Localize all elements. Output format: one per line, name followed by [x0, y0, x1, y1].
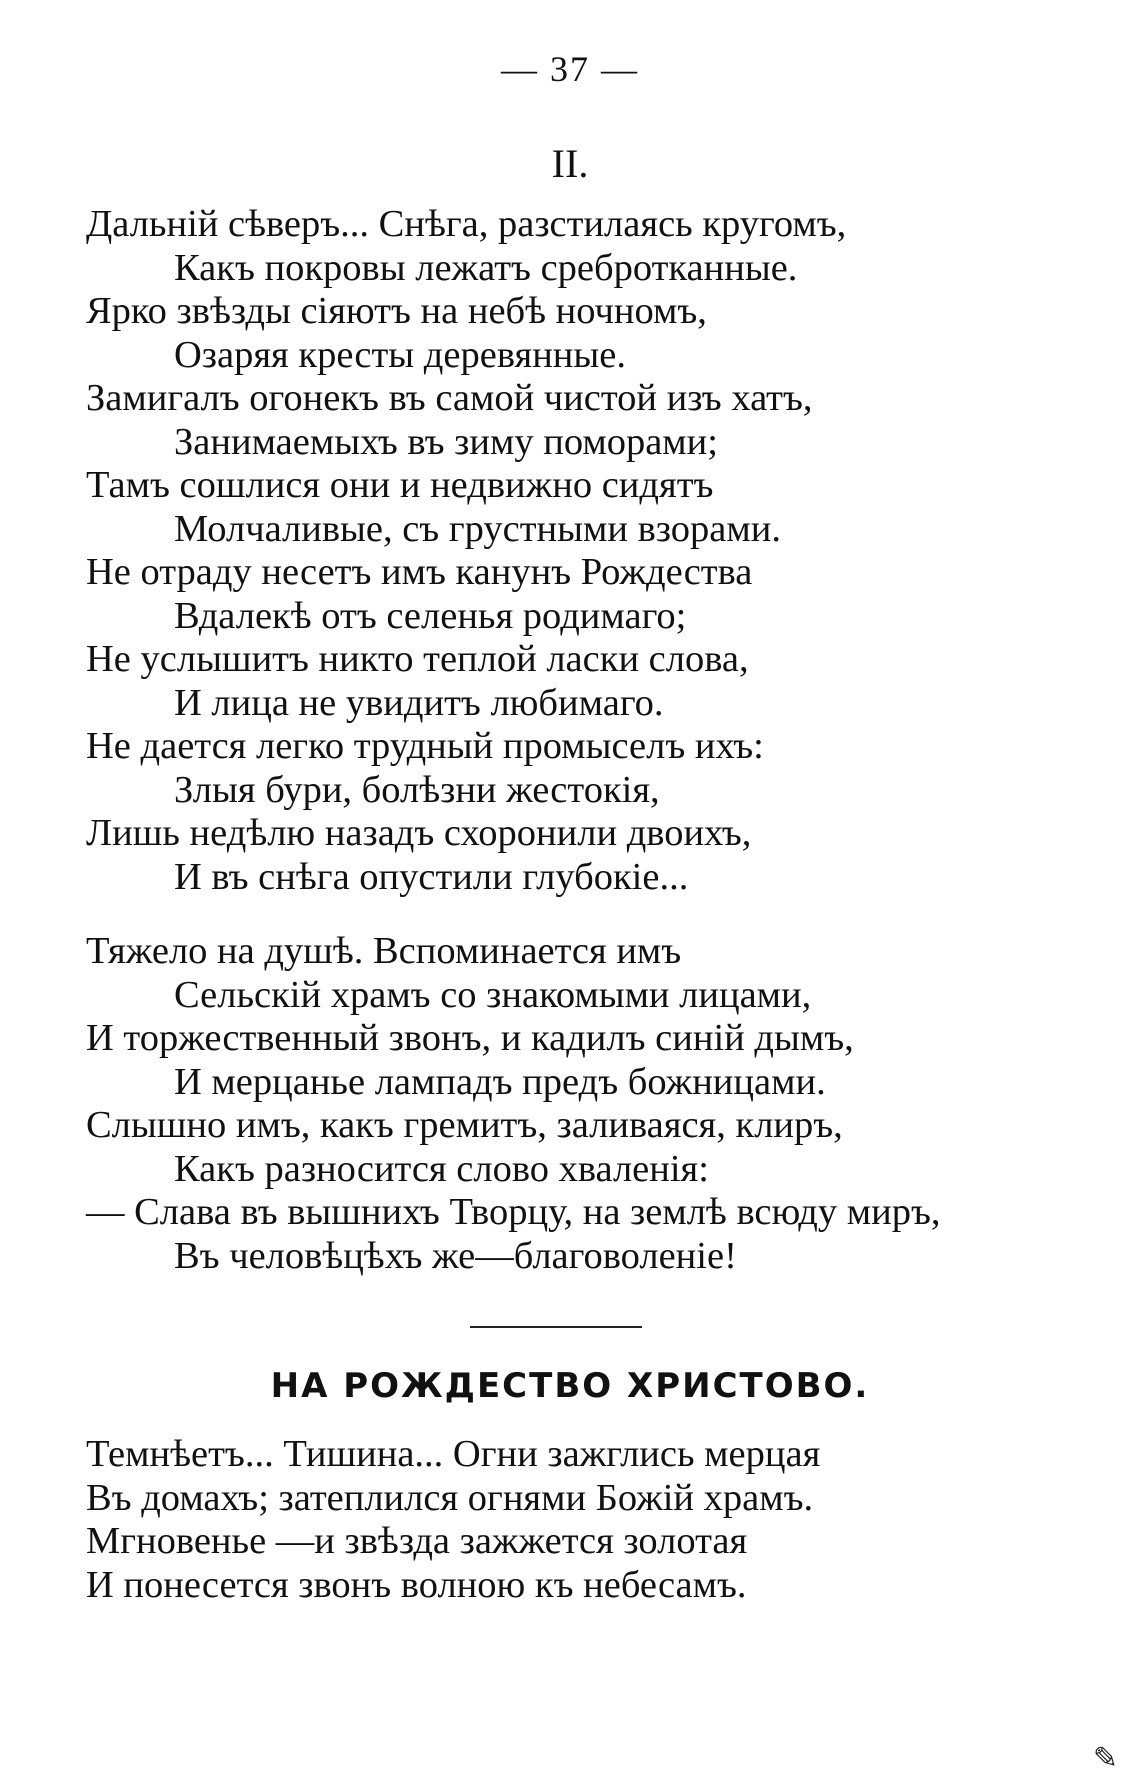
- poem-line: Темнѣетъ... Тишина... Огни зажглись мерцая: [86, 1433, 821, 1475]
- poem-line: Мгновенье —и звѣзда зажжется золотая: [86, 1520, 748, 1562]
- poem-line: Какъ покровы лежатъ сребротканные.: [174, 246, 798, 289]
- poem-line: И въ снѣга опустили глубокіе...: [174, 855, 689, 898]
- poem-line: Дальній сѣверъ... Снѣга, разстилаясь кругомъ,: [86, 203, 847, 245]
- poem-line: И понесется звонъ волною къ небесамъ.: [86, 1563, 747, 1606]
- poem-line: Не дается легко трудный промыселъ ихъ:: [86, 725, 764, 767]
- poem-line: Тамъ сошлися они и недвижно сидятъ: [86, 464, 714, 506]
- poem-line: Молчаливые, съ грустными взорами.: [174, 507, 781, 550]
- pencil-mark-icon: ✎: [1092, 1742, 1118, 1775]
- poem-line: Въ домахъ; затеплился огнями Божій храмъ.: [86, 1476, 814, 1519]
- section-divider: [470, 1326, 642, 1328]
- poem-line: Злыя бури, болѣзни жестокія,: [174, 768, 660, 811]
- poem-line: Замигалъ огонекъ въ самой чистой изъ хатъ,: [86, 377, 813, 419]
- poem-title: НА РОЖДЕСТВО ХРИСТОВО.: [270, 1366, 870, 1406]
- poem-stanza-1: [86, 203, 1086, 899]
- poem-line: Занимаемыхъ въ зиму поморами;: [174, 420, 718, 463]
- poem-line: И торжественный звонъ, и кадилъ синій дымъ,: [86, 1017, 854, 1059]
- poem-line: Лишь недѣлю назадъ схоронили двоихъ,: [86, 812, 752, 854]
- poem-line: Какъ разносится слово хваленія:: [174, 1147, 709, 1190]
- poem-stanza-2: [86, 930, 1086, 1278]
- poem-line: Вдалекѣ отъ селенья родимаго;: [174, 594, 687, 637]
- section-number: II.: [551, 141, 589, 186]
- poem-line: Слышно имъ, какъ гремитъ, заливаяся, клиръ,: [86, 1104, 843, 1146]
- poem-line: И мерцанье лампадъ предъ божницами.: [174, 1060, 826, 1103]
- poem-stanza-3: [86, 1433, 1086, 1607]
- poem-line: Тяжело на душѣ. Вспоминается имъ: [86, 930, 682, 972]
- poem-line: Въ человѣцѣхъ же—благоволеніе!: [174, 1234, 737, 1277]
- poem-line: И лица не увидитъ любимаго.: [174, 681, 664, 724]
- poem-line: Не отраду несетъ имъ канунъ Рождества: [86, 551, 753, 593]
- poem-line: Не услышитъ никто теплой ласки слова,: [86, 638, 749, 680]
- poem-line: — Слава въ вышнихъ Творцу, на землѣ всюду миръ,: [86, 1191, 941, 1233]
- page-number: — 37 —: [501, 49, 639, 89]
- poem-line: Озаряя кресты деревянные.: [174, 333, 626, 376]
- poem-line: Сельскій храмъ со знакомыми лицами,: [174, 973, 812, 1016]
- poem-line: Ярко звѣзды сіяютъ на небѣ ночномъ,: [86, 290, 707, 332]
